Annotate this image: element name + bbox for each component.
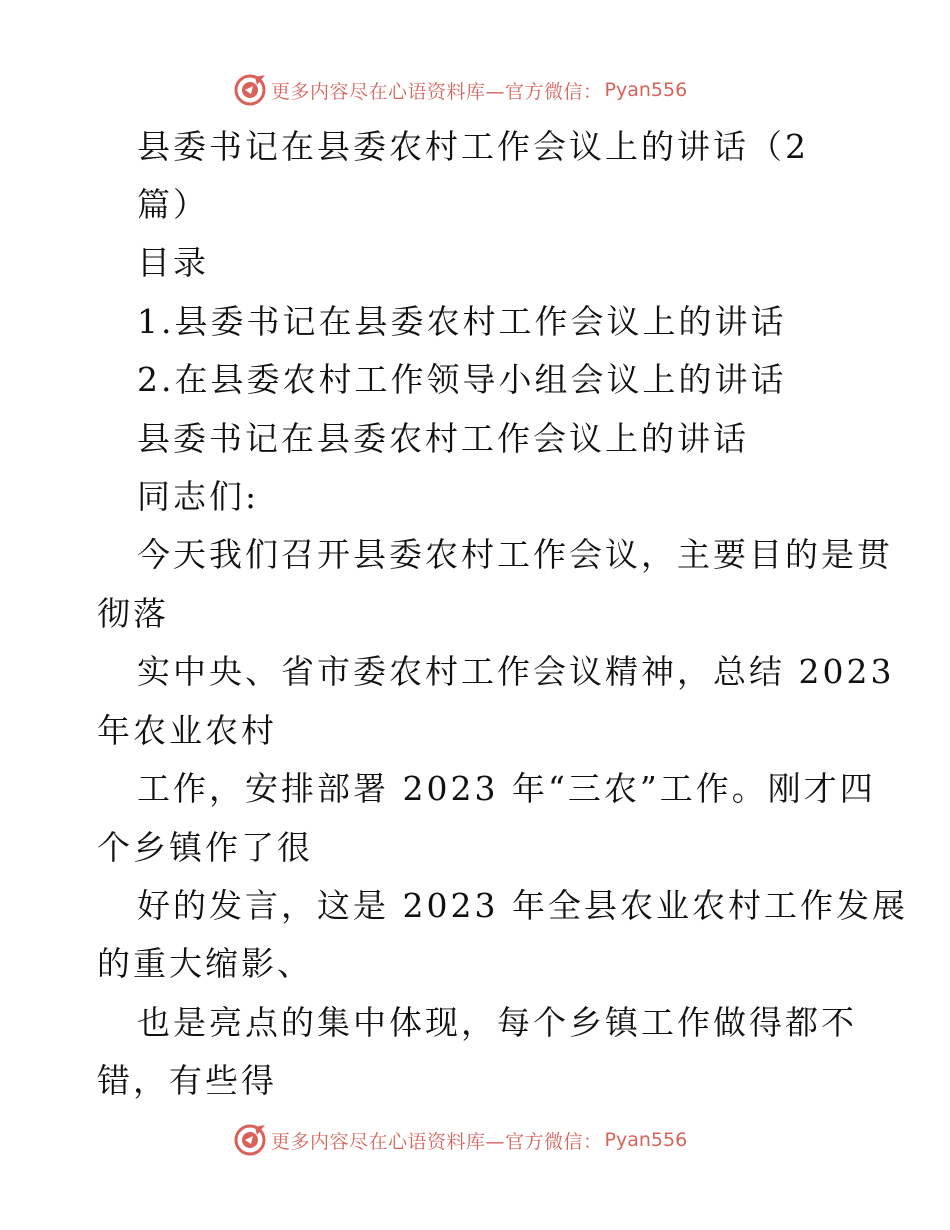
paragraph-line: 彻落 <box>97 594 169 633</box>
document-title-line-2: 篇） <box>137 185 209 224</box>
quill-seal-logo-icon <box>233 73 267 107</box>
toc-heading: 目录 <box>137 243 209 282</box>
document-title-line-1: 县委书记在县委农村工作会议上的讲话（2 <box>137 127 809 166</box>
watermark-text: 更多内容尽在心语资料库—官方微信： <box>271 80 603 103</box>
paragraph-line: 错，有些得 <box>97 1061 277 1100</box>
section-title: 县委书记在县委农村工作会议上的讲话 <box>137 419 749 458</box>
watermark-wechat-id: Pyan556 <box>604 1129 688 1151</box>
paragraph-line: 个乡镇作了很 <box>97 828 313 867</box>
paragraph-line: 今天我们召开县委农村工作会议，主要目的是贯 <box>137 535 893 574</box>
watermark-text: 更多内容尽在心语资料库—官方微信： <box>271 1130 603 1153</box>
paragraph-line: 实中央、省市委农村工作会议精神，总结 2023 <box>137 652 895 691</box>
footer-watermark <box>233 1122 687 1158</box>
toc-item: 2.在县委农村工作领导小组会议上的讲话 <box>137 360 787 399</box>
paragraph-line: 工作，安排部署 2023 年“三农”工作。刚才四 <box>137 769 876 808</box>
salutation: 同志们: <box>137 477 260 516</box>
paragraph-line: 好的发言，这是 2023 年全县农业农村工作发展 <box>137 886 908 925</box>
paragraph-line: 也是亮点的集中体现，每个乡镇工作做得都不 <box>137 1003 857 1042</box>
quill-seal-logo-icon <box>233 1123 267 1157</box>
toc-item: 1.县委书记在县委农村工作会议上的讲话 <box>137 302 787 341</box>
paragraph-line: 年农业农村 <box>97 711 277 750</box>
paragraph-line: 的重大缩影、 <box>97 944 313 983</box>
header-watermark <box>233 72 687 108</box>
watermark-wechat-id: Pyan556 <box>604 79 688 101</box>
